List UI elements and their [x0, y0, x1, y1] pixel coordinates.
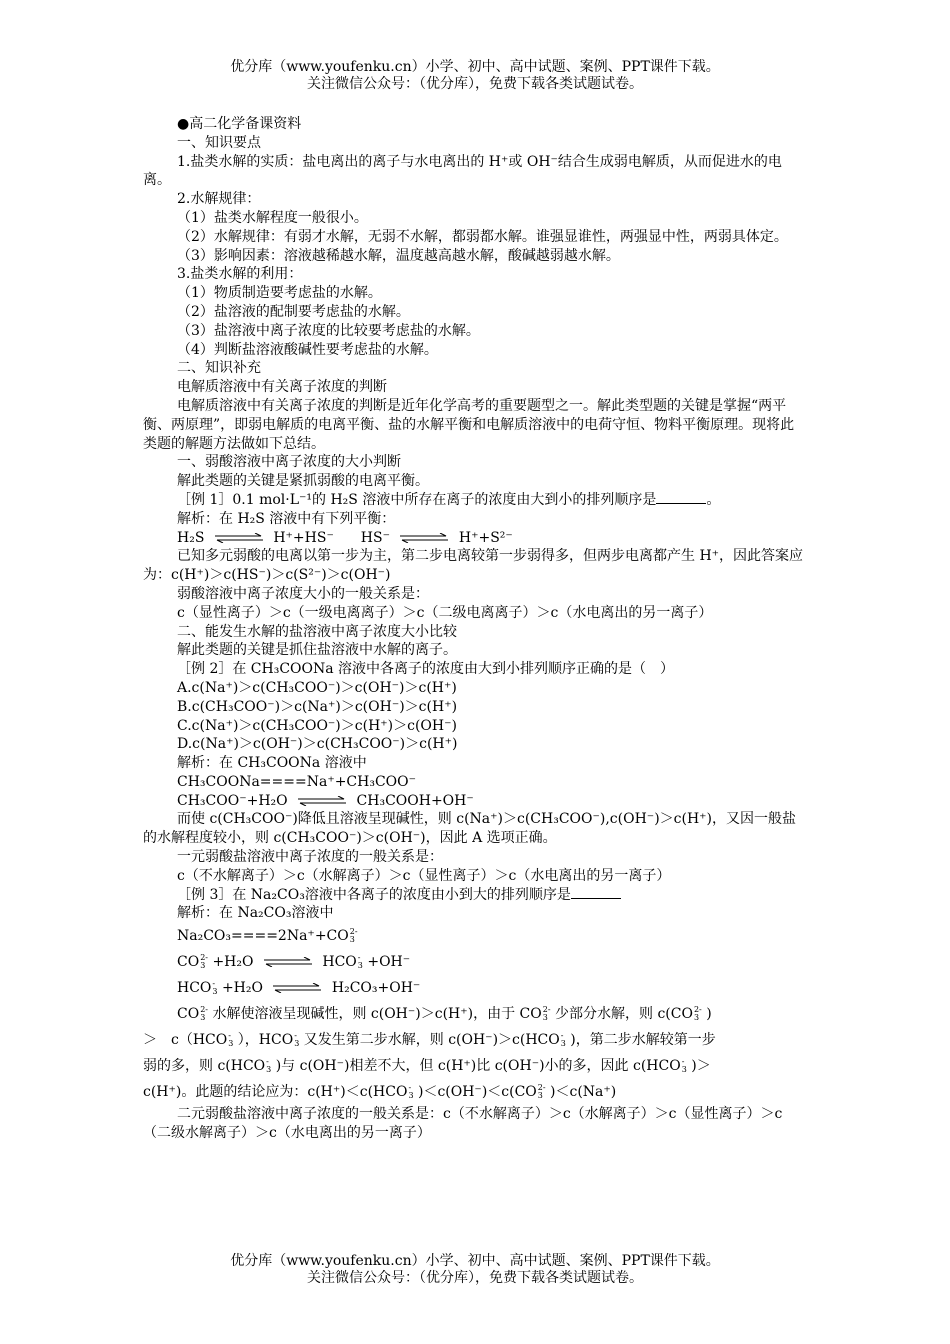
paragraph: 解析：在 H₂S 溶液中有下列平衡： — [177, 510, 396, 527]
subsection-heading: 电解质溶液中有关离子浓度的判断 — [177, 379, 387, 396]
equation: Na₂CO₃====2Na⁺+CO 2- 3 — [177, 927, 358, 945]
example-question: ［例 1］0.1 mol·L⁻¹的 H₂S 溶液中所存在离子的浓度由大到小的排列顺序是 。 — [177, 491, 721, 508]
paragraph: 解此类题的关键是紧抓弱酸的电离平衡。 — [177, 473, 429, 490]
ion-charge: 2- 3 — [542, 1005, 551, 1023]
ion-charge: 2- 3 — [200, 1005, 208, 1023]
ion-charge: - 3 — [408, 1083, 414, 1101]
paragraph: CO 2- 3 水解使溶液呈现碱性，则 c(OH⁻)＞c(H⁺)，由于 CO 2- 3 少部分水解，则 c(CO 2- 3 ) — [177, 1005, 712, 1023]
paragraph: 解析：在 CH₃COONa 溶液中 — [177, 755, 367, 772]
paragraph: 已知多元弱酸的电离以第一步为主，第二步电离较第一步弱得多，但两步电离都产生 H⁺，因此答案应为：c(H⁺)＞c(HS⁻)＞c(S²⁻)＞c(OH⁻) — [143, 548, 804, 584]
section-heading: 二、知识补充 — [177, 360, 261, 377]
equilibrium-arrow-icon — [398, 533, 450, 543]
paragraph: 解析：在 Na₂CO₃溶液中 — [177, 905, 334, 922]
paragraph: 二元弱酸盐溶液中离子浓度的一般关系是：c（不水解离子）＞c（水解离子）＞c（显性离子）＞c（二级水解离子）＞c（水电离出的另一离子） — [143, 1106, 783, 1142]
ion-charge: 2- 3 — [349, 927, 358, 945]
list-item: （4）判断盐溶液酸碱性要考虑盐的水解。 — [177, 341, 438, 358]
ion-charge: 2- 3 — [200, 953, 208, 971]
document-body — [143, 115, 808, 1143]
answer-blank — [571, 886, 621, 899]
header-line-1: 优分库（www.youfenku.cn）小学、初中、高中试题、案例、PPT课件下载。 — [230, 59, 720, 75]
equilibrium-arrow-icon — [271, 983, 323, 993]
option-c: C.c(Na⁺)＞c(CH₃COO⁻)＞c(H⁺)＞c(OH⁻) — [177, 717, 457, 734]
footer-line-2: 关注微信公众号：（优分库），免费下载各类试题试卷。 — [307, 1270, 643, 1286]
ion-charge: - 3 — [357, 953, 363, 971]
equilibrium-arrow-icon — [296, 796, 348, 806]
header-line-2: 关注微信公众号：（优分库），免费下载各类试题试卷。 — [307, 76, 643, 92]
ion-charge: - 3 — [294, 1031, 300, 1049]
ion-charge: - 3 — [266, 1057, 272, 1075]
page-footer — [0, 1253, 950, 1287]
ion-charge: - 3 — [228, 1031, 234, 1049]
example-question: ［例 2］在 CH₃COONa 溶液中各离子的浓度由大到小排列顺序正确的是（ ） — [177, 661, 675, 678]
ion-charge: - 3 — [212, 979, 218, 997]
paragraph: 弱的多，则 c(HCO - 3 )与 c(OH⁻)相差不大，但 c(H⁺)比 c(OH⁻)小的多，因此 c(HCO - 3 )＞ — [143, 1057, 711, 1075]
paragraph: 3.盐类水解的利用： — [177, 266, 303, 283]
paragraph: 弱酸溶液中离子浓度大小的一般关系是： — [177, 585, 429, 602]
paragraph: c（不水解离子）＞c（水解离子）＞c（显性离子）＞c（水电离出的另一离子） — [177, 867, 671, 884]
equation: CH₃COONa====Na⁺+CH₃COO⁻ — [177, 773, 417, 790]
list-item: （2）水解规律：有弱才水解，无弱不水解，都弱都水解。谁强显谁性，两强显中性，两弱具体定。 — [177, 228, 788, 245]
list-item: （2）盐溶液的配制要考虑盐的水解。 — [177, 303, 410, 320]
option-a: A.c(Na⁺)＞c(CH₃COO⁻)＞c(OH⁻)＞c(H⁺) — [177, 679, 457, 696]
paragraph: 1.盐类水解的实质：盐电离出的离子与水电离出的 H⁺或 OH⁻结合生成弱电解质，从而促进水的电离。 — [143, 153, 782, 189]
equilibrium-equation: HCO - 3 +H₂O H₂CO₃+OH⁻ — [177, 979, 421, 997]
part-heading: 一、弱酸溶液中离子浓度的大小判断 — [177, 454, 401, 471]
paragraph: 而使 c(CH₃COO⁻)降低且溶液呈现碱性，则 c(Na⁺)＞c(CH₃COO⁻),c(OH⁻)＞c(H⁺)，又因一般盐的水解程度较小，则 c(CH₃COO⁻)＞c(OH⁻)，因此 A 选项正确。 — [143, 811, 797, 847]
list-item: （1）盐类水解程度一般很小。 — [177, 209, 368, 226]
ion-charge: 2- 3 — [537, 1083, 546, 1101]
list-item: （1）物质制造要考虑盐的水解。 — [177, 285, 382, 302]
paragraph: 2.水解规律： — [177, 191, 261, 208]
paragraph: 一元弱酸盐溶液中离子浓度的一般关系是： — [177, 849, 443, 866]
ion-charge: 2- 3 — [693, 1005, 702, 1023]
list-item: （3）盐溶液中离子浓度的比较要考虑盐的水解。 — [177, 322, 480, 339]
part-heading: 二、能发生水解的盐溶液中离子浓度大小比较 — [177, 623, 457, 640]
equilibrium-equation: CO 2- 3 +H₂O HCO - 3 +OH⁻ — [177, 953, 411, 971]
ion-charge: - 3 — [681, 1057, 687, 1075]
paragraph: c(H⁺)。此题的结论应为：c(H⁺)＜c(HCO - 3 )＜c(OH⁻)＜c(CO 2- 3 )＜c(Na⁺) — [143, 1083, 617, 1101]
option-d: D.c(Na⁺)＞c(OH⁻)＞c(CH₃COO⁻)＞c(H⁺) — [177, 736, 458, 753]
example-question: ［例 3］在 Na₂CO₃溶液中各离子的浓度由小到大的排列顺序是 — [143, 886, 808, 905]
page-header — [0, 59, 950, 93]
paragraph: ＞ c（HCO - 3 ），HCO - 3 又发生第二步水解，则 c(OH⁻)＞c(HCO - 3 )，第二步水解较第一步 — [143, 1031, 716, 1049]
paragraph: 解此类题的关键是抓住盐溶液中水解的离子。 — [177, 642, 457, 659]
section-heading: 一、知识要点 — [177, 134, 261, 151]
option-b: B.c(CH₃COO⁻)＞c(Na⁺)＞c(OH⁻)＞c(H⁺) — [177, 698, 458, 715]
equilibrium-equation: CH₃COO⁻+H₂O CH₃COOH+OH⁻ — [177, 792, 474, 809]
equilibrium-arrow-icon — [262, 957, 314, 967]
paragraph: c（显性离子）＞c（一级电离离子）＞c（二级电离离子）＞c（水电离出的另一离子） — [177, 604, 713, 621]
paragraph: 电解质溶液中有关离子浓度的判断是近年化学高考的重要题型之一。解此类型题的关键是掌握“两平衡、两原理”，即弱电解质的电离平衡、盐的水解平衡和电解质溶液中的电荷守恒、物料平衡原理。现将此类题的解题方法做如下总结。 — [143, 397, 795, 452]
footer-line-1: 优分库（www.youfenku.cn）小学、初中、高中试题、案例、PPT课件下载。 — [230, 1253, 720, 1269]
doc-title: ●高二化学备课资料 — [177, 116, 302, 132]
equilibrium-arrow-icon — [213, 533, 265, 543]
answer-blank — [656, 491, 706, 504]
equilibrium-equations: H₂S H⁺+HS⁻ HS⁻ H⁺+S²⁻ — [177, 529, 513, 546]
list-item: （3）影响因素：溶液越稀越水解，温度越高越水解，酸碱越弱越水解。 — [177, 247, 620, 264]
ion-charge: - 3 — [560, 1031, 566, 1049]
